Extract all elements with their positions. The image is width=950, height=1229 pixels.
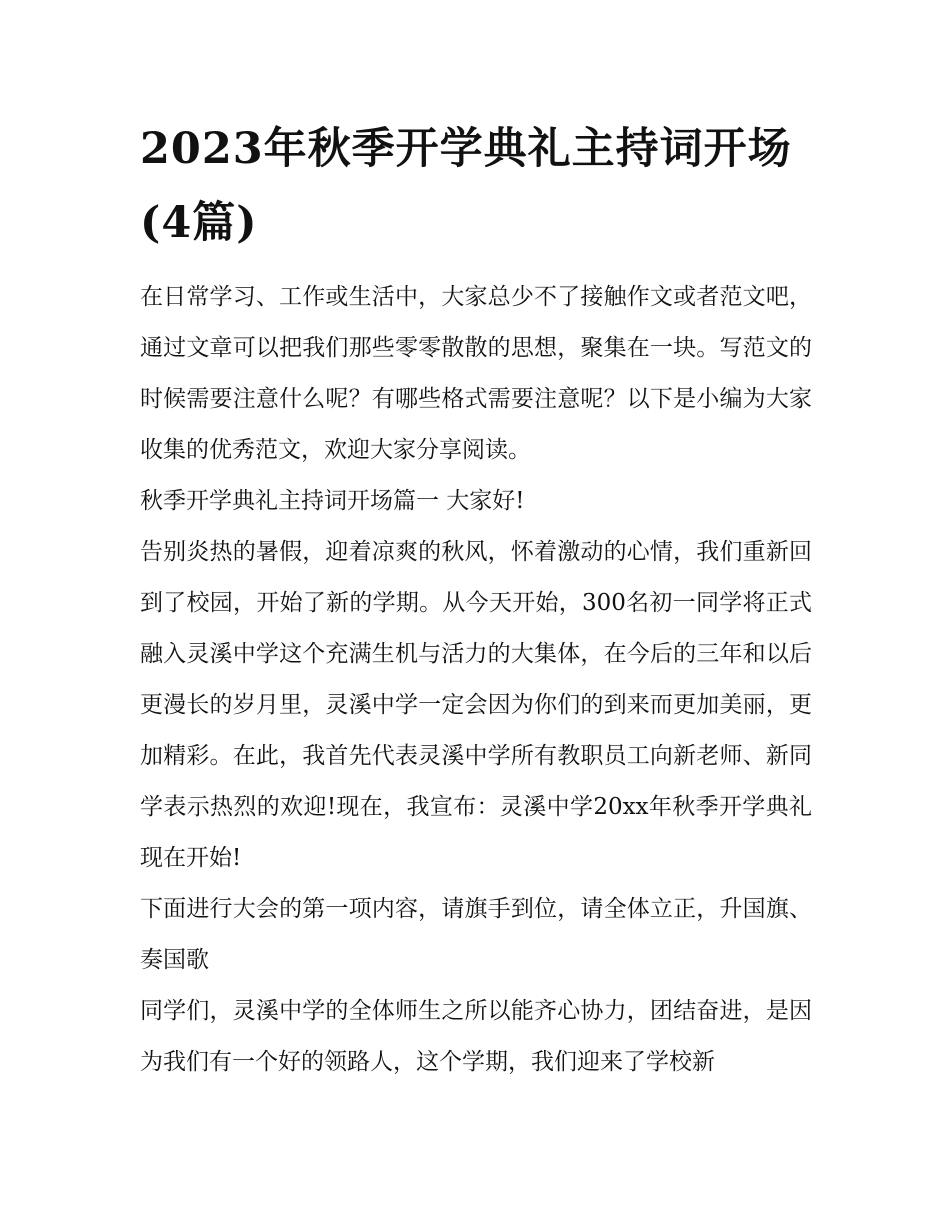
paragraph-flag-ceremony: 下面进行大会的第一项内容，请旗手到位，请全体立正，升国旗、奏国歌 bbox=[140, 896, 812, 973]
paragraph-section-one-heading: 秋季开学典礼主持词开场篇一 大家好! bbox=[140, 488, 525, 514]
paragraph-opening-speech: 告别炎热的暑假，迎着凉爽的秋风，怀着激动的心情，我们重新回到了校园，开始了新的学期。从今天开始，300名初一同学将正式融入灵溪中学这个充满生机与活力的大集体，在今后的三年和以后更漫长的岁月里，灵溪中学一定会因为你们的到来而更加美丽，更加精彩。在此，我首先代表灵溪中学所有教职员工向新老师、新同学表示热烈的欢迎!现在，我宣布：灵溪中学20xx年秋季开学典礼现在开始! bbox=[140, 539, 812, 871]
document-page bbox=[140, 112, 812, 1088]
paragraph-intro: 在日常学习、工作或生活中，大家总少不了接触作文或者范文吧，通过文章可以把我们那些零零散散的思想，聚集在一块。写范文的时候需要注意什么呢？有哪些格式需要注意呢？以下是小编为大家收集的优秀范文，欢迎大家分享阅读。 bbox=[140, 284, 812, 463]
document-title: 2023年秋季开学典礼主持词开场(4篇) bbox=[140, 124, 792, 248]
paragraph-leadership: 同学们，灵溪中学的全体师生之所以能齐心协力，团结奋进，是因为我们有一个好的领路人，这个学期，我们迎来了学校新 bbox=[140, 998, 812, 1075]
